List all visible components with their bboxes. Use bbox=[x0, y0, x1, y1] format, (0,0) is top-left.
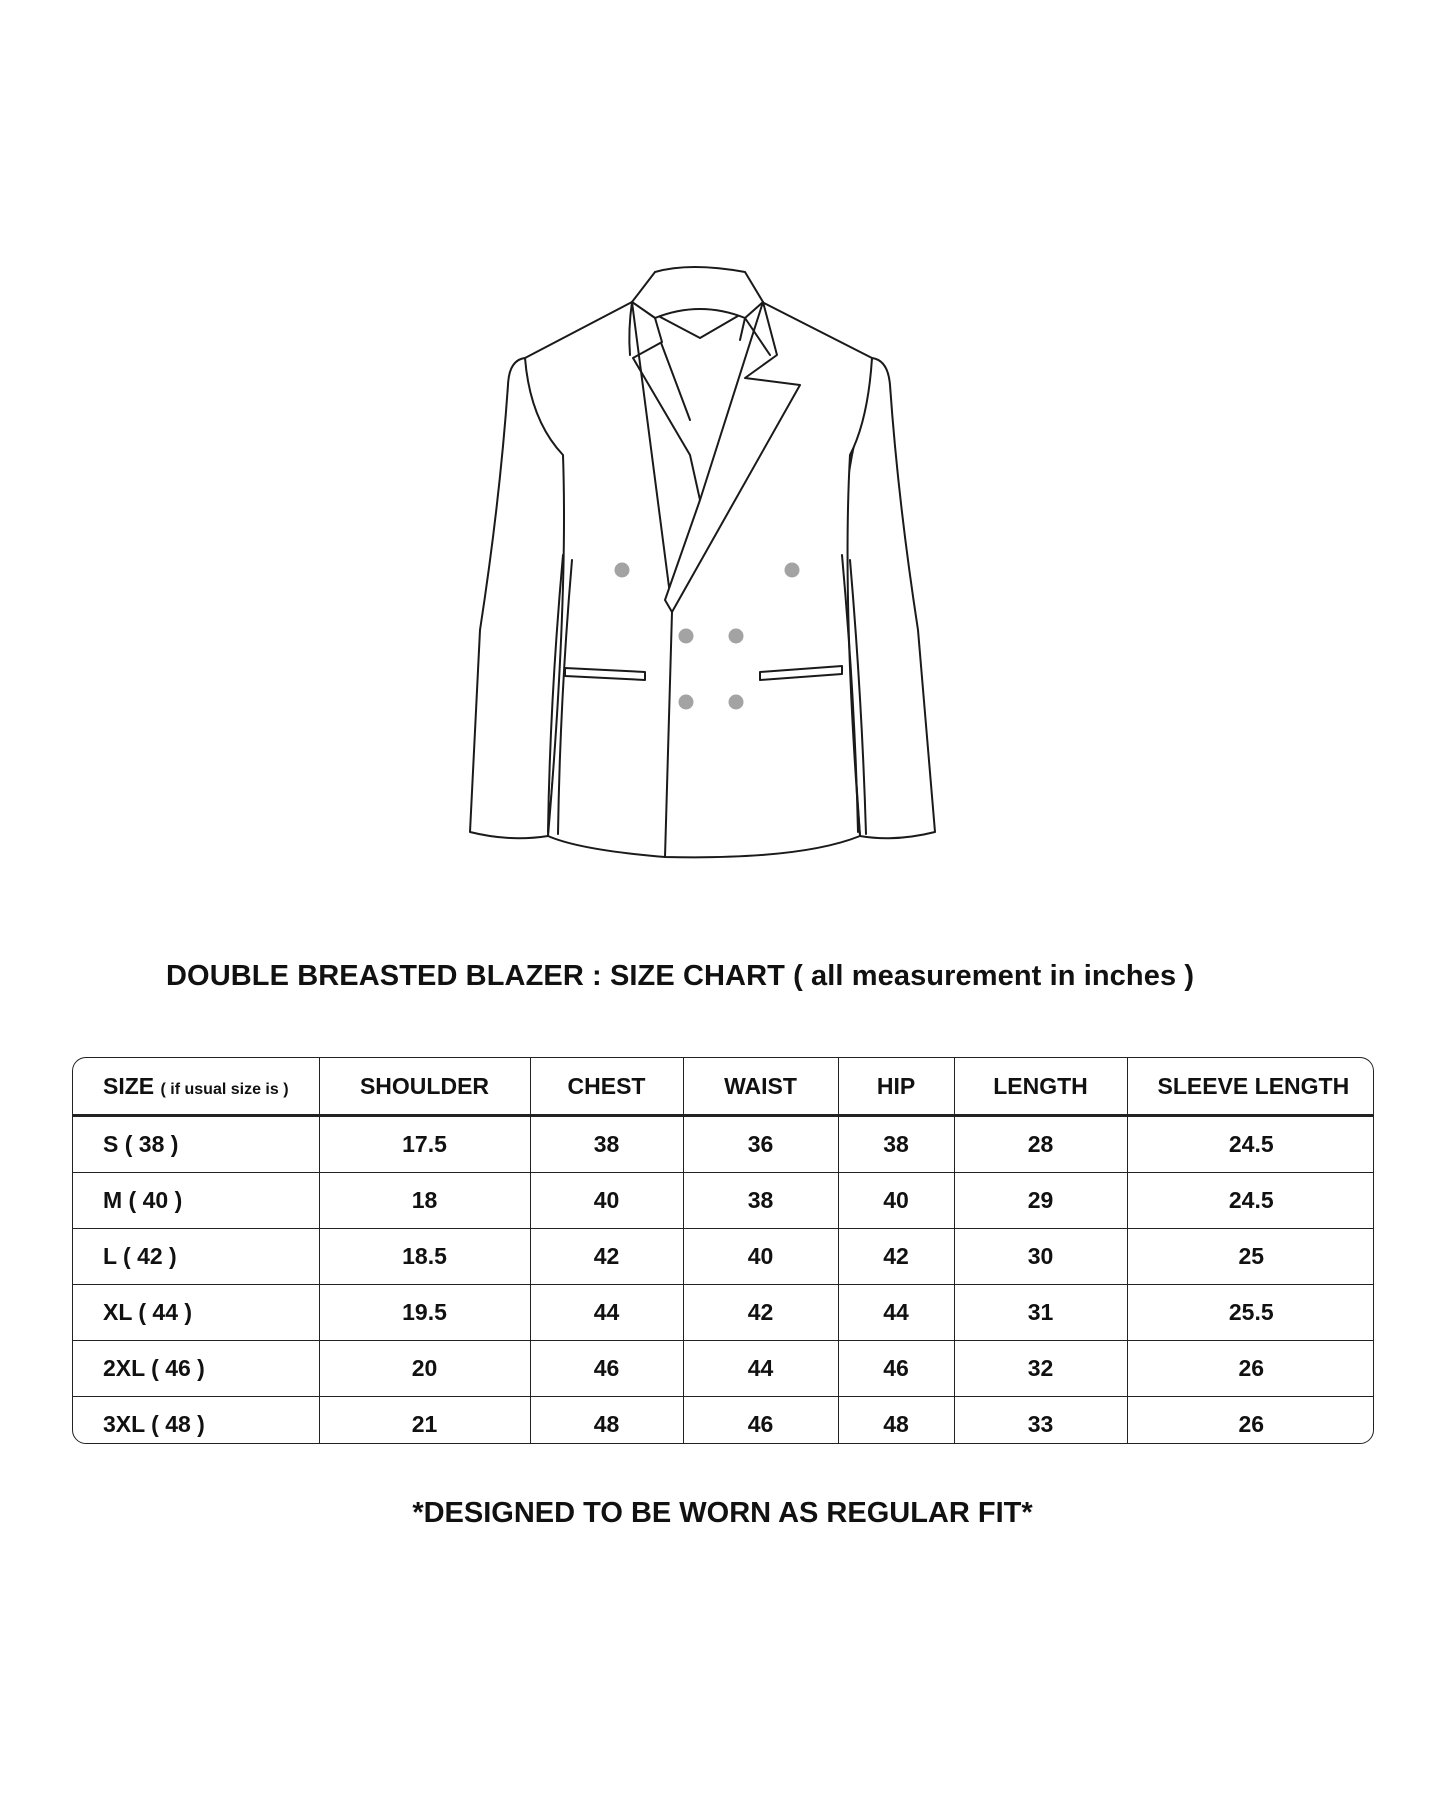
cell-sleeve: 25.5 bbox=[1127, 1285, 1374, 1341]
header-waist: WAIST bbox=[683, 1058, 838, 1116]
cell-sleeve: 25 bbox=[1127, 1229, 1374, 1285]
button bbox=[785, 563, 800, 578]
cell-size: 2XL ( 46 ) bbox=[73, 1341, 319, 1397]
button bbox=[679, 695, 694, 710]
cell-size: S ( 38 ) bbox=[73, 1116, 319, 1173]
table-row bbox=[73, 1116, 1374, 1173]
cell-shoulder: 20 bbox=[319, 1341, 530, 1397]
header-row bbox=[73, 1058, 1374, 1116]
cell-length: 31 bbox=[954, 1285, 1127, 1341]
cell-shoulder: 19.5 bbox=[319, 1285, 530, 1341]
chart-title-main: DOUBLE BREASTED BLAZER : SIZE CHART bbox=[166, 960, 785, 992]
cell-length: 33 bbox=[954, 1397, 1127, 1445]
table-row bbox=[73, 1285, 1374, 1341]
header-sleeve-length: SLEEVE LENGTH bbox=[1127, 1058, 1374, 1116]
cell-waist: 44 bbox=[683, 1341, 838, 1397]
cell-size: L ( 42 ) bbox=[73, 1229, 319, 1285]
header-chest: CHEST bbox=[530, 1058, 683, 1116]
cell-sleeve: 24.5 bbox=[1127, 1173, 1374, 1229]
cell-sleeve: 26 bbox=[1238, 1411, 1265, 1437]
cell-hip: 46 bbox=[838, 1341, 954, 1397]
cell-shoulder: 18 bbox=[319, 1173, 530, 1229]
cell-hip: 42 bbox=[838, 1229, 954, 1285]
cell-waist: 38 bbox=[683, 1173, 838, 1229]
table-row bbox=[73, 1397, 1374, 1445]
cell-chest: 48 bbox=[530, 1397, 683, 1445]
table-row bbox=[73, 1341, 1374, 1397]
cell-chest: 44 bbox=[530, 1285, 683, 1341]
cell-length: 29 bbox=[954, 1173, 1127, 1229]
cell-size: XL ( 44 ) bbox=[73, 1285, 319, 1341]
cell-shoulder: 17.5 bbox=[319, 1116, 530, 1173]
size-table bbox=[73, 1058, 1374, 1444]
cell-length: 30 bbox=[954, 1229, 1127, 1285]
button bbox=[679, 629, 694, 644]
header-shoulder: SHOULDER bbox=[319, 1058, 530, 1116]
cell-shoulder: 21 bbox=[319, 1397, 530, 1445]
table-row bbox=[73, 1173, 1374, 1229]
cell-chest: 42 bbox=[530, 1229, 683, 1285]
cell-waist: 46 bbox=[683, 1397, 838, 1445]
chart-title bbox=[166, 960, 1194, 993]
header-hip: HIP bbox=[838, 1058, 954, 1116]
cell-length: 32 bbox=[954, 1341, 1127, 1397]
blazer-illustration bbox=[0, 0, 1445, 900]
cell-waist: 40 bbox=[683, 1229, 838, 1285]
cell-length: 28 bbox=[954, 1116, 1127, 1173]
cell-size: M ( 40 ) bbox=[73, 1173, 319, 1229]
button bbox=[729, 695, 744, 710]
cell-chest: 46 bbox=[530, 1341, 683, 1397]
cell-hip: 48 bbox=[838, 1397, 954, 1445]
chart-title-note: ( all measurement in inches ) bbox=[793, 960, 1195, 992]
cell-size: 3XL ( 48 ) bbox=[73, 1397, 319, 1445]
button bbox=[729, 629, 744, 644]
size-chart bbox=[72, 1057, 1374, 1444]
cell-chest: 40 bbox=[530, 1173, 683, 1229]
table-row bbox=[73, 1229, 1374, 1285]
cell-waist: 36 bbox=[683, 1116, 838, 1173]
cell-sleeve: 24.5 bbox=[1127, 1116, 1374, 1173]
header-length: LENGTH bbox=[954, 1058, 1127, 1116]
cell-hip: 40 bbox=[838, 1173, 954, 1229]
cell-shoulder: 18.5 bbox=[319, 1229, 530, 1285]
cell-chest: 38 bbox=[530, 1116, 683, 1173]
button bbox=[615, 563, 630, 578]
cell-waist: 42 bbox=[683, 1285, 838, 1341]
cell-hip: 44 bbox=[838, 1285, 954, 1341]
collar bbox=[632, 267, 763, 318]
fit-note: *DESIGNED TO BE WORN AS REGULAR FIT* bbox=[412, 1497, 1033, 1529]
header-size-note: ( if usual size is ) bbox=[160, 1080, 289, 1098]
blazer-body bbox=[525, 302, 872, 857]
cell-sleeve: 26 bbox=[1127, 1341, 1374, 1397]
header-size: SIZE ( if usual size is ) bbox=[73, 1058, 319, 1116]
cell-hip: 38 bbox=[838, 1116, 954, 1173]
